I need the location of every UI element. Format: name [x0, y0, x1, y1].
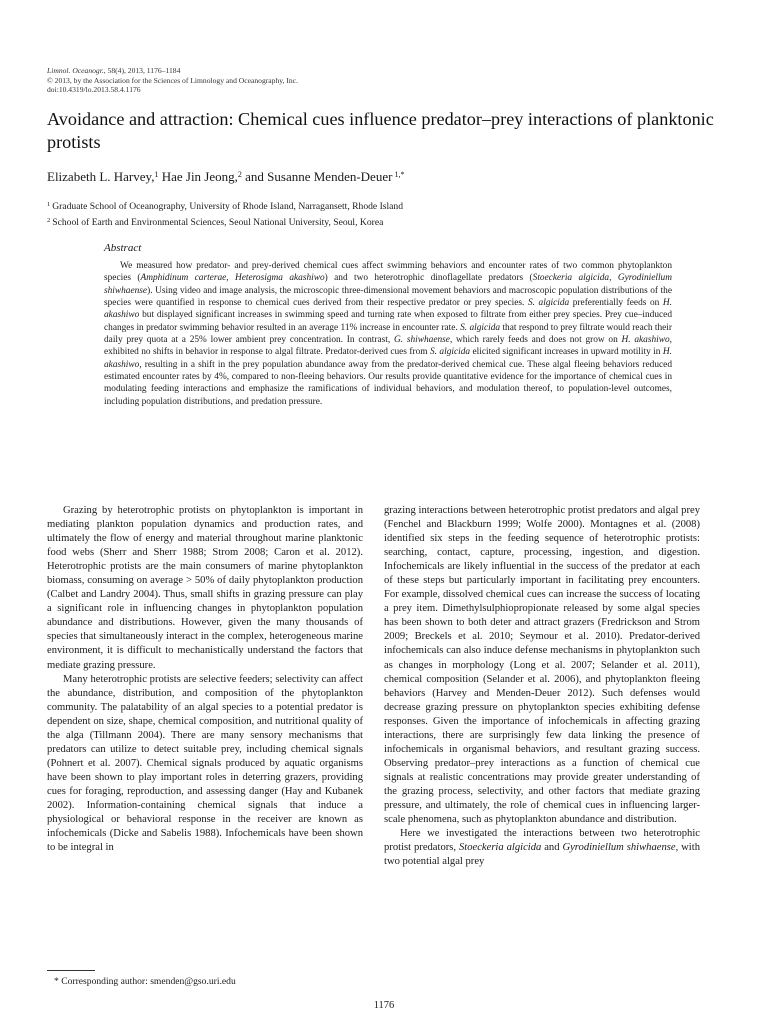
text-run: ) and two heterotrophic dinoflagellate predators (	[324, 273, 533, 284]
footnote: * Corresponding author: smenden@gso.uri.edu	[54, 976, 236, 987]
species-name: Gyrodiniellum shiwhaense	[562, 842, 676, 854]
species-name: Amphidinum carterae, Heterosigma akashiwo	[140, 273, 325, 284]
body-paragraph	[384, 504, 700, 827]
text-run: Grazing by heterotrophic protists on phytoplankton is important in mediating plankton population dynamics and production rates, and ultimately the flow of energy and material throughout marine planktonic food webs (Sherr and Sherr 1988; Strom 2008; Caron et al. 2012). Heterotrophic protists are the main consumers of marine phytoplankton biomass, consuming on average > 50% of daily phytoplankton production (Calbet and Landry 2004). Thus, small shifts in grazing pressure can play a significant role in influencing changes in phytoplankton population abundance and distributions. However, given the many thousands of species that simultaneously interact in the complex, heterogeneous marine environment, it is difficult to mechanistically understand the factors that mediate grazing pressure.	[47, 505, 363, 671]
abstract-heading: Abstract	[104, 242, 142, 254]
species-name: H. akashiwo	[104, 347, 672, 370]
species-name: H. akashiwo	[621, 335, 670, 346]
species-name: S. algicida	[429, 347, 471, 358]
text-run: grazing interactions between heterotrophic protist predators and algal prey (Fenchel and Blackburn 1999; Wolfe 2000). Montagnes et al. (2008) identified six steps in the feeding sequence of heterotrophic protists: searching, contact, capture, processing, ingestion, and digestion. Infochemicals are likely influential in the success of the predator at each of these steps but particularly important in facilitating prey encounters. For example, dissolved chemical cues can increase the success of locating a prey item. Dimethylsulphiopropionate released by some algal species has been shown to both deter and attract grazers (Fredrickson and Strom 2009; Breckels et al. 2010; Seymour et al. 2010). Predator-derived infochemicals can also induce defense mechanisms in phytoplankton such as changes in morphology (Long et al. 2007; Selander et al. 2011), chemical composition (Selander et al. 2006), and phytoplankton fleeing behaviors (Harvey and Menden-Deuer 2012). Such defenses would decrease grazing pressure on phytoplankton species exhibiting defense responses. Given the importance of infochemicals in affecting grazing interactions, there are surprisingly few data linking the presence of infochemicals in organismal behaviors, and resultant grazing success. Observing predator–prey interactions as a function of chemical cue signals at realistic concentrations may provide greater understanding of the grazing process, selectivity, and other factors that mediate grazing pressure, and ultimately, the role of chemical cues in influencing larger-scale phenomena, such as phytoplankton abundance and distribution.	[384, 505, 700, 826]
species-name: G. shiwhaense	[394, 335, 450, 346]
body-paragraph	[384, 827, 700, 869]
text-run: Many heterotrophic protists are selective feeders; selectivity can affect the abundance, distribution, and composition of the phytoplankton community. The palatability of an algal species to a potential predator is dependent on size, shape, chemical composition, and nutritional quality of the alga (Tillmann 2004). There are many sensory mechanisms that predators can utilize to detect suitable prey, including chemical signals (Pohnert et al. 2007). Chemical signals produced by aquatic organisms have been shown to play important roles in deterring grazers, providing cues for foraging, reproduction, and assessing danger (Hay and Kubanek 2002). Information-containing chemical signals that induce a physiological or behavioral response in the receiver are known as infochemicals (Dicke and Sabelis 1988). Infochemicals have been shown to be integral in	[47, 673, 363, 854]
article-title: Avoidance and attraction: Chemical cues influence predator–prey interactions of planktonic protists	[47, 109, 714, 152]
text-run: elicited significant increases in upward motility in	[470, 347, 663, 358]
text-run: ). Using video and image analysis, the microscopic three-dimensional movement behaviors and macroscopic population distributions of the species were quantified in response to chemical cues derived from their respective predator or prey species.	[104, 285, 672, 309]
page-number: 1176	[373, 1000, 395, 1011]
doi-line: doi:10.4319/lo.2013.58.4.1176	[47, 85, 141, 95]
body-column-left	[47, 504, 363, 855]
text-run: , resulting in a shift in the prey population abundance away from the predator-derived chemical cue. These algal fleeing behaviors reduced estimated encounter rates by 4%, compared to non-fleeing behaviors. Our results provide quantitative evidence for the importance of chemical cues in modulating feeding interactions and emphasize the ramifications of individual behaviors, and modulation thereof, to population-level outcomes, including population distributions, and predation pressure.	[104, 359, 672, 407]
journal-header	[47, 66, 298, 95]
body-paragraph	[47, 673, 363, 856]
affiliation-1: $^1$ Graduate School of Oceanography, University of Rhode Island, Narragansett, Rhode Island	[47, 201, 404, 212]
text-run: that respond to prey filtrate would reach their daily prey quota at a 25% lower ambient prey concentration. In contrast,	[104, 322, 673, 346]
author-list: Elizabeth L. Harvey,$^1$ Hae Jin Jeong,$^2$ and Susanne Menden-Deuer $^{1,*}$	[47, 169, 405, 184]
abstract-body	[104, 260, 672, 408]
text-run: , exhibited no shifts in behavior in response to algal filtrate. Predator-derived cues from	[104, 335, 672, 358]
species-name: S. algicida	[460, 322, 501, 333]
text-run: We measured how predator- and prey-derived chemical cues affect swimming behaviors and encounter rates of two common phytoplankton species (	[104, 261, 672, 284]
body-column-right	[384, 504, 700, 869]
text-run: Here we investigated the interactions between two heterotrophic protist predators,	[384, 828, 700, 854]
text-run: , which rarely feeds and does not grow on	[449, 335, 622, 346]
text-run: and	[541, 842, 563, 854]
text-run: but displayed significant increases in swimming speed and turning rate when exposed to filtrate from either prey species. Prey cue–induced changes in predator swimming behavior resulted in an average 11% increase in encounter rate.	[104, 310, 672, 333]
species-name: S. algicida	[527, 298, 570, 309]
body-paragraph	[47, 504, 363, 673]
footnote-rule	[47, 970, 95, 971]
text-run: preferentially feeds on	[569, 298, 663, 309]
text-run: , with two potential algal prey	[384, 842, 700, 868]
species-name: Stoeckeria algicida, Gyrodiniellum shiwhaense	[104, 273, 672, 296]
affiliations	[47, 198, 403, 230]
affiliation-2: $^2$ School of Earth and Environmental Sciences, Seoul National University, Seoul, Korea	[47, 217, 384, 228]
species-name: H. akashiwo	[104, 298, 672, 321]
journal-citation: Limnol. Oceanogr., 58(4), 2013, 1176–1184	[47, 66, 181, 75]
species-name: Stoeckeria algicida	[458, 842, 542, 854]
copyright-line: © 2013, by the Association for the Sciences of Limnology and Oceanography, Inc.	[47, 75, 298, 85]
abstract-paragraph	[104, 260, 672, 408]
